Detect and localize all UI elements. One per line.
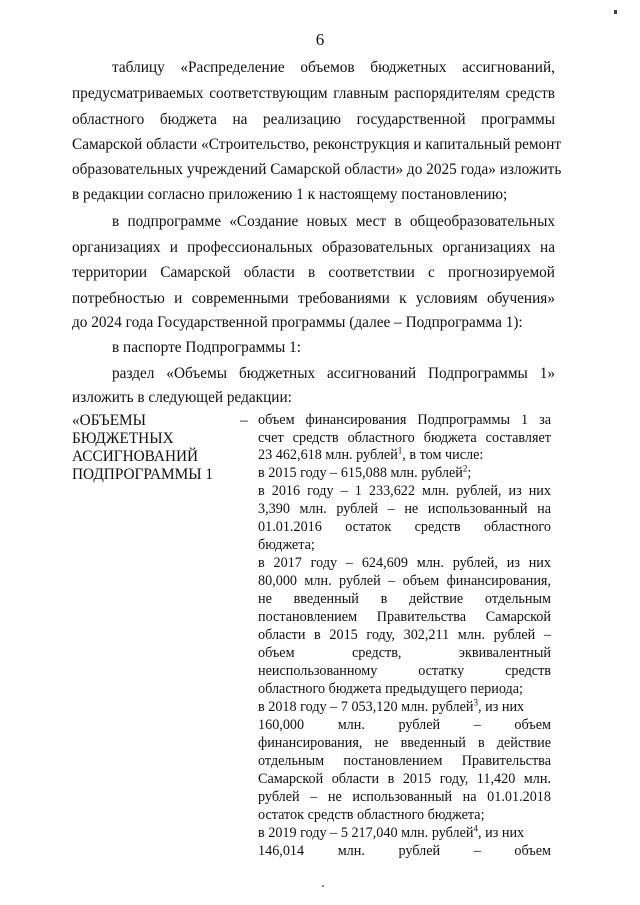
value-text: в 2018 году – 7 053,120 млн. рублей [258,699,474,715]
text-line: в паспорте Подпрограммы 1: [112,339,301,356]
text-line: таблицу «Распределение объемов бюджетных ассигнований, [112,59,555,76]
footnote-mark: 4 [473,823,479,834]
value-line [258,699,551,717]
section-label-line: «ОБЪЕМЫ [72,412,146,429]
value-line: отдельным постановлением Правительства [258,753,551,769]
scan-speck [322,885,324,887]
text-line: образовательных учреждений Самарской области» до 2025 года» изложить [72,161,562,178]
footnote-mark: 1 [397,445,403,456]
value-line: рублей – не использованный на 01.01.2018 [258,789,551,805]
value-line: 160,000 млн. рублей – объем [258,717,551,733]
value-line: постановлением Правительства Самарской [258,609,551,625]
text-line: предусматриваемых соответствующим главным распорядителям средств [72,85,555,102]
value-line: 146,014 млн. рублей – объем [258,843,551,859]
text-line: раздел «Объемы бюджетных ассигнований Подпрограммы 1» [112,365,555,382]
value-line: областного бюджета предыдущего периода; [258,681,523,697]
page-number: 6 [315,30,325,49]
footnote-mark: 2 [462,463,468,474]
value-line [258,447,551,465]
text-line: изложить в следующей редакции: [72,389,292,406]
value-line: неиспользованному остатку средств [258,663,551,679]
value-line: в 2016 году – 1 233,622 млн. рублей, из них [258,483,551,499]
footnote-mark: 3 [473,697,479,708]
text-line: потребностью и современными требованиями к условиям обучения» [72,290,555,307]
text-line: территории Самарской области в соответствии с прогнозируемой [72,264,555,281]
value-line: объем финансирования Подпрограммы 1 за [258,412,551,428]
value-text: в 2019 году – 5 217,040 млн. рублей [258,825,474,841]
value-text: , из них [478,699,525,715]
value-line: области в 2015 году, 302,211 млн. рублей – [258,627,551,643]
value-text: 23 462,618 млн. рублей [258,447,398,463]
value-text: ; [467,465,472,481]
text-line: в редакции согласно приложению 1 к настоящему постановлению; [72,186,508,203]
text-line: областного бюджета на реализацию государственной программы [72,111,555,128]
value-line: 3,390 млн. рублей – не использованный на [258,501,551,517]
value-text: , в том числе: [402,447,484,463]
value-line: 80,000 млн. рублей – объем финансирования, [258,573,551,589]
value-line: в 2017 году – 624,609 млн. рублей, из них [258,555,551,571]
text-line: Самарской области «Строительство, реконструкция и капитальный ремонт [72,136,562,153]
value-line: бюджета; [258,537,315,553]
value-line: не введенный в действие отдельным [258,591,551,607]
section-label-line: АССИГНОВАНИЙ [72,448,199,465]
section-label-line: БЮДЖЕТНЫХ [72,430,174,447]
text-line: до 2024 года Государственной программы (далее – Подпрограмма 1): [72,314,523,331]
text-line: организациях и профессиональных образовательных организациях на [72,239,555,256]
value-line [258,825,551,843]
section-dash: – [240,412,248,429]
text-line: в подпрограмме «Создание новых мест в общеобразовательных [112,213,555,230]
value-line [258,465,551,483]
value-line: Самарской области в 2015 году, 11,420 млн. [258,771,551,787]
scan-mark [614,10,617,14]
value-line: 01.01.2016 остаток средств областного [258,519,551,535]
section-label-line: ПОДПРОГРАММЫ 1 [72,466,214,483]
value-line: финансирования, не введенный в действие [258,735,551,751]
value-text: в 2015 году – 615,088 млн. рублей [258,465,463,481]
value-text: , из них [478,825,525,841]
value-line: счет средств областного бюджета составляет [258,430,551,446]
value-line: объем средств, эквивалентный [258,645,551,661]
value-line: остаток средств областного бюджета; [258,807,485,823]
